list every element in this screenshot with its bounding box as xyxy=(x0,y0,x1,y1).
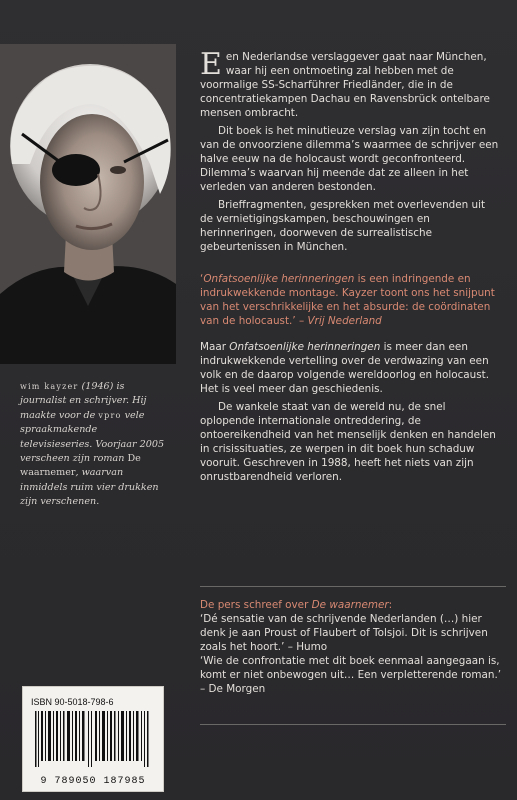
quote-title: Onfatsoenlijke herinneringen xyxy=(203,273,355,285)
press-head-b: : xyxy=(388,599,393,611)
barcode-number: 9 789050 187985 xyxy=(40,776,146,787)
press-head-title: De waarnemer xyxy=(311,599,389,611)
p4-b: is meer dan een indrukwekkende vertelling over de verdwazing van een volk en de daarop volgende wereldoorlog en holocaust. Het is veel meer dan geschiedenis. xyxy=(200,341,490,395)
bio-text-a: (1946) is journalist en schrijver. Hij maakte voor de xyxy=(20,381,147,421)
press-heading xyxy=(200,598,506,612)
paragraph-5: De wankele staat van de wereld nu, de snel oplopende internationale ontreddering, de ontoereikendheid van het menselijk denken en handelen in crisissituaties, ze werpen in dit boek hun schaduw vooruit. Geschreven in 1988, heeft het niets van zijn onrustbarendheid verloren. xyxy=(200,401,496,483)
press-quote-humo: ‘Dé sensatie van de schrijvende Nederlanden (…) hier denk je aan Proust of Flaubert of Tolsjoi. Dit is schrijven zoals het hoort.’ – Humo xyxy=(200,613,488,653)
dropcap: E xyxy=(200,47,222,82)
press-quotes xyxy=(200,598,506,696)
bio-text-c: , waarvan inmiddels ruim vier drukken zijn verschenen. xyxy=(20,467,159,508)
paragraph-3: Brieffragmenten, gesprekken met overlevenden uit de vernietigingskampen, beschouwingen en herinneringen, doorweven de surrealistische gebeurtenissen in München. xyxy=(200,199,486,253)
p4-a: Maar xyxy=(200,341,230,353)
bio-vpro: vpro xyxy=(98,410,122,420)
author-photo xyxy=(0,44,176,364)
review-quote: ‘Onfatsoenlijke herinneringen is een indringende en indrukwekkende montage. Kayzer toont ons het snijpunt van het verschrikkelijke en het absurde: de coördinaten van de holocaust.’ – Vrij Nederland xyxy=(200,273,495,327)
barcode-box xyxy=(22,686,164,792)
quote-text: is een indringende en indrukwekkende montage. Kayzer toont ons het snijpunt van het verschrikkelijke en het absurde: de coördinaten van de holocaust.’ – xyxy=(200,273,495,327)
isbn-label: ISBN 90-5018-798-6 xyxy=(31,697,114,707)
paragraph-intro xyxy=(200,47,500,120)
quote-source: Vrij Nederland xyxy=(307,315,382,327)
barcode-bars xyxy=(33,711,153,767)
press-head-a: De pers schreef over xyxy=(200,599,312,611)
bio-author-name: wim kayzer xyxy=(20,382,79,391)
author-bio xyxy=(20,380,170,510)
paragraph-intro-text: en Nederlandse verslaggever gaat naar München, waar hij een ontmoeting zal hebben met de voormalige SS-Scharführer Friedländer, die in de concentratiekampen Dachau en Ravensbrück ontelbare mensen ombracht. xyxy=(200,51,490,119)
paragraph-4 xyxy=(200,340,500,396)
divider-bottom xyxy=(200,724,506,725)
paragraph-2: Dit boek is het minutieuze verslag van zijn tocht en van de onvoorziene dilemma’s waarmee de schrijver een halve eeuw na de holocaust wordt geconfronteerd. Dilemma’s waarvan hij meende dat ze alleen in het verleden van anderen bestonden. xyxy=(200,125,499,193)
press-quote-demorgen: ‘Wie de confrontatie met dit boek eenmaal aangegaan is, komt er niet onbewogen uit… Een verpletterende roman.’ – De Morgen xyxy=(200,655,502,695)
divider-top xyxy=(200,586,506,587)
bio-book-title: De waarnemer xyxy=(20,453,141,479)
bio-text-b: vele spraakmakende televisieseries. Voorjaar 2005 verscheen zijn roman xyxy=(20,409,165,465)
p4-title: Onfatsoenlijke herinneringen xyxy=(229,341,381,353)
blurb-column xyxy=(200,47,500,488)
